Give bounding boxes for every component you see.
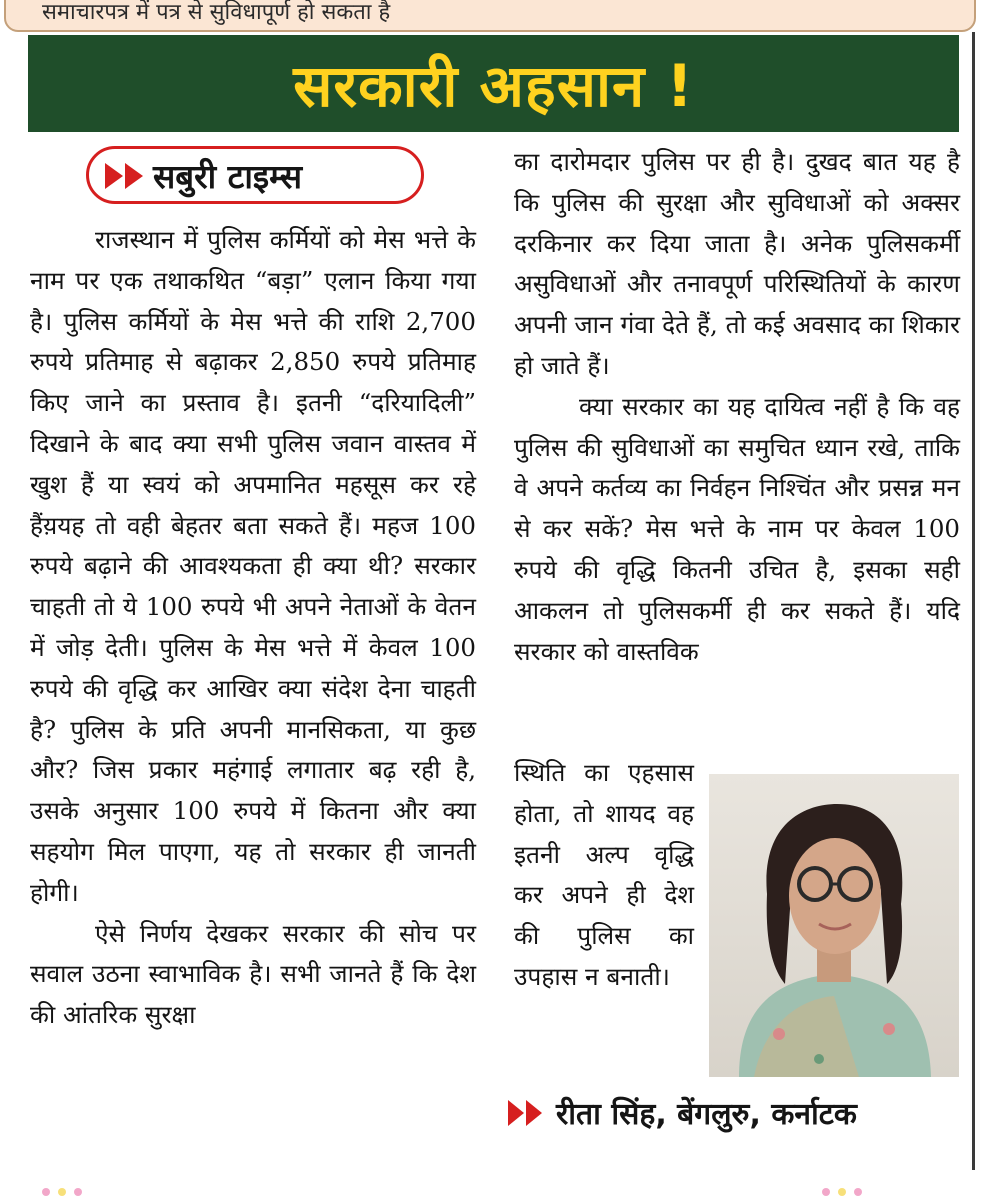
column-3 xyxy=(514,753,694,998)
decorative-dots xyxy=(820,1186,890,1198)
paragraph: राजस्थान में पुलिस कर्मियों को मेस भत्ते के नाम पर एक तथाकथित “बड़ा” एलान किया गया है। पुलिस कर्मियों के मेस भत्ते की राशि 2,700 रुपये प्रतिमाह से बढ़ाकर 2,850 रुपये प्रतिमाह किए जाने का प्रस्ताव है। इतनी “दरियादिली” दिखाने के बाद क्या सभी पुलिस जवान वास्तव में खुश हैं या स्वयं को अपमानित महसूस कर रहे हैंय़यह तो वही बेहतर बता सकते हैं। महज 100 रुपये बढ़ाने की आवश्यकता ही क्या थी? सरकार चाहती तो ये 100 रुपये भी अपने नेताओं के वेतन में जोड़ देती। पुलिस के मेस भत्ते में केवल 100 रुपये की वृद्धि कर आखिर क्या संदेश देना चाहती है? पुलिस के प्रति अपनी मानसिकता, या कुछ और? जिस प्रकार महंगाई लगातार बढ़ रही है, उसके अनुसार 100 रुपये में कितना और क्या सहयोग मिल पाएगा, यह तो सरकार ही जानती होगी। xyxy=(30,225,476,907)
section-logo xyxy=(86,146,424,204)
double-arrow-icon xyxy=(105,161,149,191)
column-rule xyxy=(972,32,975,1170)
section-logo-text: सबुरी टाइम्स xyxy=(153,157,303,196)
decorative-dots xyxy=(40,1186,110,1198)
paragraph: स्थिति का एहसास होता, तो शायद वह इतनी अल्प वृद्धि कर अपने ही देश की पुलिस का उपहास न बनाती। xyxy=(514,758,694,991)
byline xyxy=(508,1092,857,1133)
paragraph: का दारोमदार पुलिस पर ही है। दुखद बात यह है कि पुलिस की सुरक्षा और सुविधाओं को अक्सर दरकिनार कर दिया जाता है। अनेक पुलिसकर्मी असुविधाओं और तनावपूर्ण परिस्थितियों के कारण अपनी जान गंवा देते हैं, तो कई अवसाद का शिकार हो जाते हैं। xyxy=(514,147,960,380)
paragraph: क्या सरकार का यह दायित्व नहीं है कि वह पुलिस की सुविधाओं का समुचित ध्यान रखे, ताकि वे अपने कर्तव्य का निर्वहन निश्चिंत और प्रसन्न मन से कर सकें? मेस भत्ते के नाम पर केवल 100 रुपये की वृद्धि कितनी उचित है, इसका सही आकलन तो पुलिसकर्मी ही कर सकते हैं। यदि सरकार को वास्तविक xyxy=(514,391,960,666)
column-1 xyxy=(30,220,476,1036)
double-arrow-icon xyxy=(508,1097,548,1129)
headline: सरकारी अहसान ! xyxy=(293,52,694,120)
top-note-text: समाचारपत्र में पत्र से सुविधापूर्ण हो सकता है xyxy=(42,0,391,25)
top-note-box xyxy=(4,0,976,32)
headline-banner xyxy=(28,35,959,132)
paragraph: ऐसे निर्णय देखकर सरकार की सोच पर सवाल उठना स्वाभाविक है। सभी जानते हैं कि देश की आंतरिक सुरक्षा xyxy=(30,918,476,1030)
byline-text: रीता सिंह, बेंगलुरु, कर्नाटक xyxy=(556,1097,857,1132)
author-photo xyxy=(709,774,959,1077)
column-2 xyxy=(514,142,960,672)
